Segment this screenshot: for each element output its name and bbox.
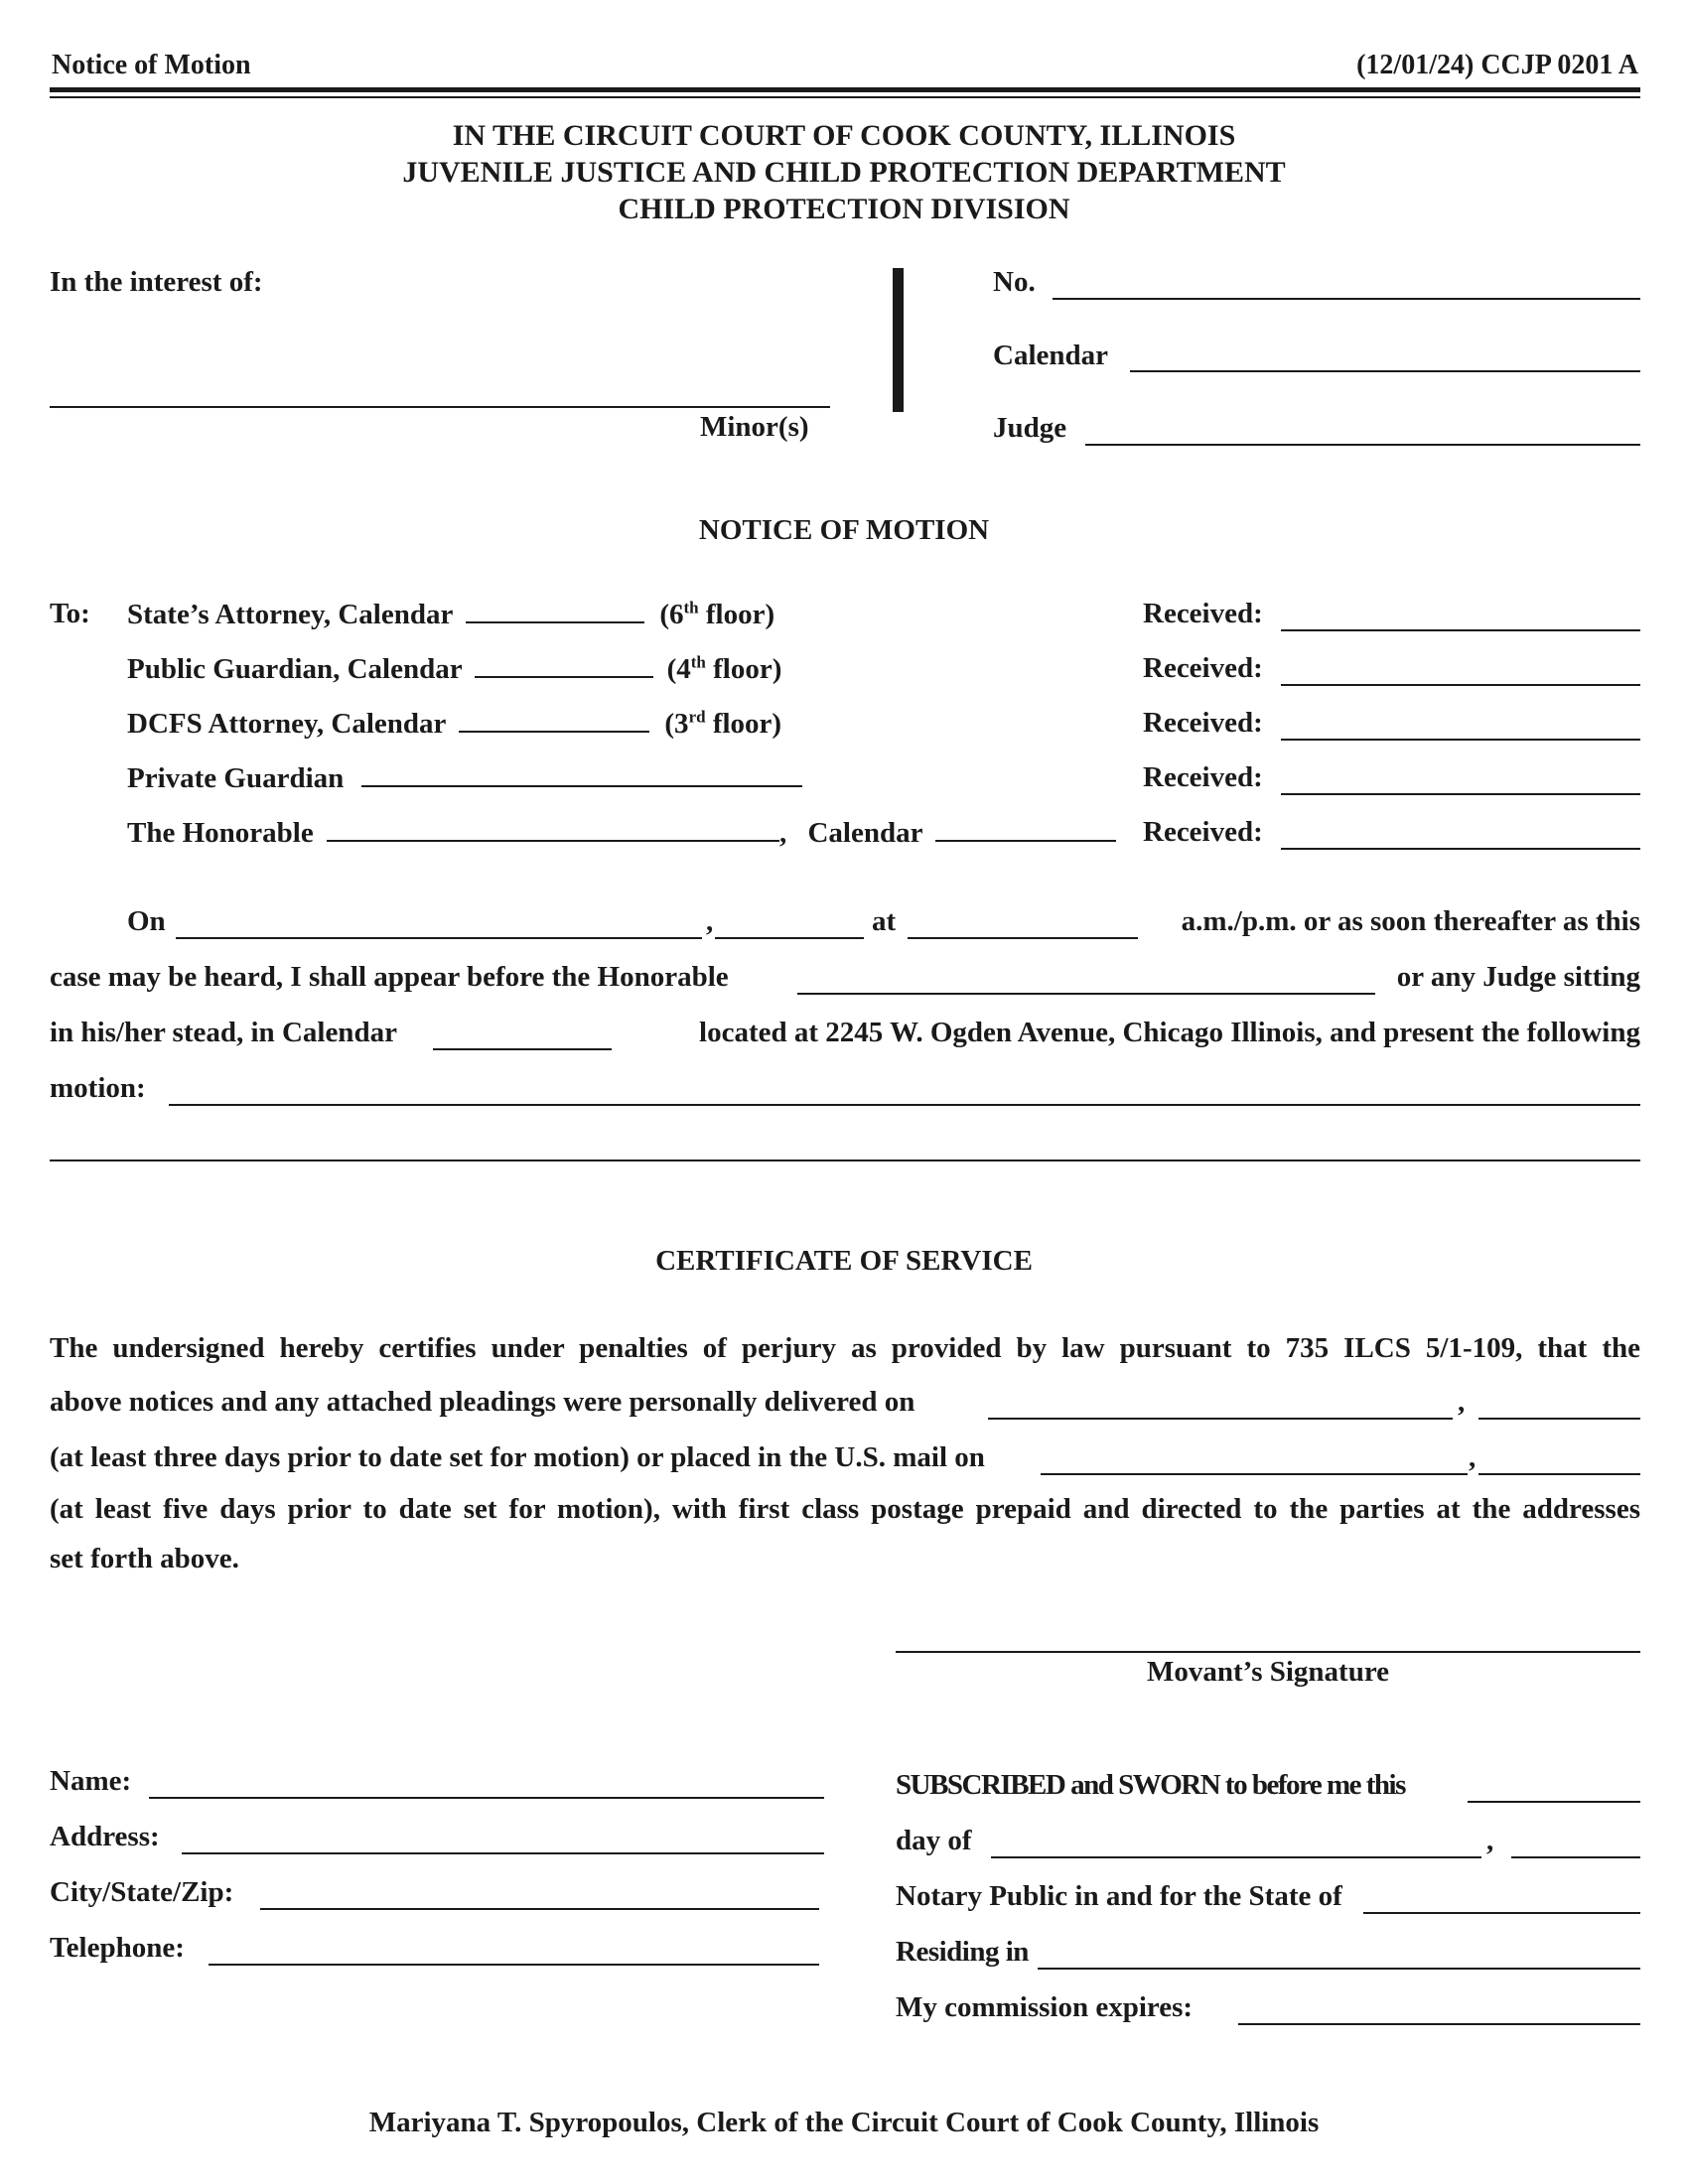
certificate-line-4: (at least five days prior to date set for motion), with first class postage prepaid and directed to the parties at the addresses [50, 1493, 1640, 1525]
received-label-5: Received: [1143, 816, 1263, 848]
to-label: To: [50, 598, 90, 629]
dcfs-attorney-calendar-field[interactable] [459, 707, 649, 733]
sworn-month-field[interactable] [991, 1856, 1481, 1858]
minor-name-field[interactable] [50, 406, 830, 408]
case-no-label: No. [993, 266, 1036, 298]
motion-year-field[interactable] [715, 937, 864, 939]
private-guardian-label: Private Guardian [127, 762, 345, 794]
court-line-2: JUVENILE JUSTICE AND CHILD PROTECTION DEPARTMENT [402, 156, 1286, 189]
commission-text: My commission expires: [896, 1991, 1194, 2023]
judge-field[interactable] [1085, 444, 1640, 446]
residing-field[interactable] [1038, 1968, 1640, 1970]
received-field-5[interactable] [1281, 848, 1640, 850]
notary-state-field[interactable] [1363, 1912, 1640, 1914]
telephone-label: Telephone: [50, 1932, 185, 1964]
motion-description-field-1[interactable] [169, 1104, 1640, 1106]
court-line-3: CHILD PROTECTION DIVISION [618, 193, 1070, 225]
on-label: On [127, 905, 166, 937]
received-label-3: Received: [1143, 707, 1263, 739]
clerk-footer: Mariyana T. Spyropoulos, Clerk of the Circuit Court of Cook County, Illinois [368, 2107, 1320, 2138]
calendar-field[interactable] [1130, 370, 1640, 372]
notary-public-text: Notary Public in and for the State of [896, 1880, 1342, 1912]
received-label-1: Received: [1143, 598, 1263, 629]
minors-label: Minor(s) [700, 411, 809, 443]
header-rule-thick [50, 87, 1640, 92]
public-guardian-row [127, 652, 781, 686]
day-of-label: day of [896, 1825, 972, 1856]
name-field[interactable] [149, 1797, 824, 1799]
any-judge-text: or any Judge sitting [1396, 961, 1640, 993]
calendar-label: Calendar [993, 340, 1108, 371]
case-no-field[interactable] [1053, 298, 1640, 300]
header-rule-thin [50, 96, 1640, 98]
certificate-line-1: The undersigned hereby certifies under penalties of perjury as provided by law pursuant to 735 ILCS 5/1-109, that the [50, 1332, 1640, 1364]
certificate-line-3: (at least three days prior to date set for motion) or placed in the U.S. mail on [50, 1441, 985, 1473]
comma: , [1458, 1386, 1466, 1418]
dcfs-attorney-row [127, 707, 781, 741]
honorable-label: The Honorable [127, 817, 314, 849]
honorable-calendar-field[interactable] [935, 816, 1116, 842]
mailed-year-field[interactable] [1478, 1473, 1640, 1475]
name-label: Name: [50, 1765, 132, 1797]
form-title: Notice of Motion [52, 50, 251, 80]
address-field[interactable] [182, 1852, 824, 1854]
case-heard-text: case may be heard, I shall appear before the Honorable [50, 961, 729, 993]
public-guardian-calendar-field[interactable] [475, 652, 653, 678]
motion-time-field[interactable] [908, 937, 1138, 939]
comma: , [706, 905, 714, 937]
ampm-text: a.m./p.m. or as soon thereafter as this [1181, 905, 1640, 937]
movant-signature-field[interactable] [896, 1651, 1640, 1653]
received-label-4: Received: [1143, 761, 1263, 793]
caption-divider [893, 268, 904, 412]
certificate-line-5: set forth above. [50, 1543, 239, 1574]
motion-calendar-field[interactable] [433, 1048, 612, 1050]
motion-label: motion: [50, 1072, 146, 1104]
honorable-name-field[interactable] [327, 816, 779, 842]
certificate-line-2: above notices and any attached pleadings were personally delivered on [50, 1386, 915, 1418]
subscribed-day-field[interactable] [1468, 1801, 1640, 1803]
delivered-year-field[interactable] [1478, 1418, 1640, 1420]
judge-label: Judge [993, 412, 1067, 444]
states-attorney-calendar-field[interactable] [466, 598, 644, 623]
honorable-calendar-label: Calendar [807, 817, 922, 849]
subscribed-text: SUBSCRIBED and SWORN to before me this [896, 1769, 1405, 1801]
received-field-3[interactable] [1281, 739, 1640, 741]
city-state-zip-label: City/State/Zip: [50, 1876, 234, 1908]
private-guardian-row [127, 761, 802, 795]
public-guardian-label: Public Guardian, Calendar [127, 653, 463, 685]
form-code: (12/01/24) CCJP 0201 A [1356, 50, 1638, 80]
honorable-judge-field[interactable] [797, 993, 1375, 995]
motion-date-field[interactable] [176, 937, 702, 939]
received-field-4[interactable] [1281, 793, 1640, 795]
honorable-row: The Honorable , Calendar [127, 816, 1116, 850]
states-attorney-label: State’s Attorney, Calendar [127, 599, 453, 630]
delivered-date-field[interactable] [988, 1418, 1453, 1420]
notice-title: NOTICE OF MOTION [698, 514, 990, 546]
received-label-2: Received: [1143, 652, 1263, 684]
certificate-title: CERTIFICATE OF SERVICE [655, 1245, 1033, 1277]
interest-label: In the interest of: [50, 266, 263, 298]
address-label: Address: [50, 1821, 160, 1852]
telephone-field[interactable] [209, 1964, 819, 1966]
motion-description-field-2[interactable] [50, 1160, 1640, 1161]
public-guardian-floor: (4th floor) [666, 652, 782, 685]
states-attorney-row [127, 598, 774, 631]
located-text: located at 2245 W. Ogden Avenue, Chicago Illinois, and present the following [699, 1017, 1640, 1048]
states-attorney-floor: (6th floor) [659, 598, 775, 630]
movant-signature-label: Movant’s Signature [1146, 1656, 1390, 1688]
comma: , [1469, 1441, 1477, 1473]
court-line-1: IN THE CIRCUIT COURT OF COOK COUNTY, ILLINOIS [452, 119, 1236, 152]
mailed-date-field[interactable] [1041, 1473, 1468, 1475]
received-field-2[interactable] [1281, 684, 1640, 686]
residing-text: Residing in [896, 1936, 1029, 1968]
private-guardian-field[interactable] [361, 761, 802, 787]
commission-field[interactable] [1238, 2023, 1640, 2025]
comma: , [1486, 1825, 1494, 1856]
city-state-zip-field[interactable] [260, 1908, 819, 1910]
dcfs-attorney-floor: (3rd floor) [664, 707, 782, 740]
sworn-year-field[interactable] [1511, 1856, 1640, 1858]
at-label: at [872, 905, 897, 937]
received-field-1[interactable] [1281, 629, 1640, 631]
in-stead-text: in his/her stead, in Calendar [50, 1017, 397, 1048]
dcfs-attorney-label: DCFS Attorney, Calendar [127, 708, 446, 740]
